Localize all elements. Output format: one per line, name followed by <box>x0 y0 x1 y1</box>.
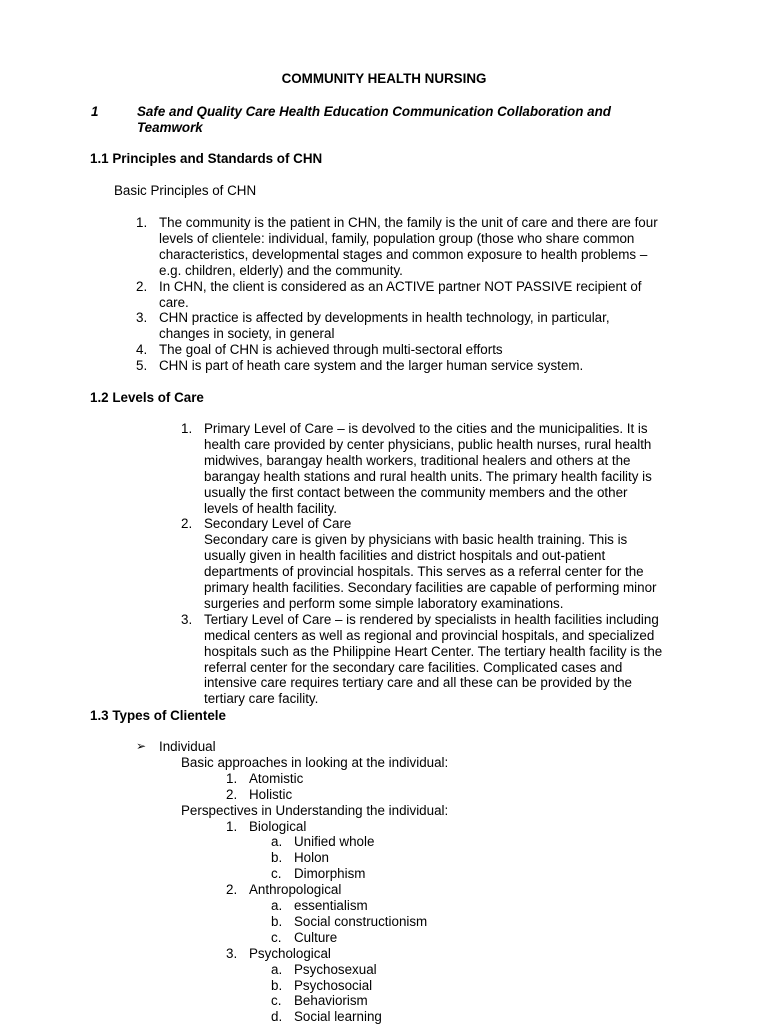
principle-number: 3. <box>136 310 148 326</box>
level-text-line: referral center for the secondary care facilities. Complicated cases and <box>204 659 623 675</box>
basic-approaches-label: Basic approaches in looking at the individual: <box>181 754 449 770</box>
principle-text-line: characteristics, developmental stages and common exposure to health problems – <box>159 246 648 262</box>
level-text-line: tertiary care facility. <box>204 691 319 707</box>
level-text-line: usually given in health facilities and district hospitals and out-patient <box>204 548 606 564</box>
approach-text: Atomistic <box>249 770 304 786</box>
principle-number: 2. <box>136 278 148 294</box>
perspective-sub-text: Unified whole <box>294 834 375 850</box>
principle-number: 4. <box>136 342 148 358</box>
level-text-line: Primary Level of Care – is devolved to the cities and the municipalities. It is <box>204 421 648 436</box>
perspective-sub-text: Culture <box>294 929 338 945</box>
level-text-line: surgeries and perform some simple laboratory examinations. <box>204 595 564 611</box>
level-number: 1. <box>181 421 193 436</box>
perspective-sub-letter: d. <box>271 1009 283 1025</box>
principle-number: 5. <box>136 358 148 374</box>
principle-number: 1. <box>136 215 148 230</box>
perspective-sub-letter: a. <box>271 898 283 913</box>
perspective-text: Psychological <box>249 945 331 961</box>
level-text-line: health care provided by center physicians, public health nurses, rural health <box>204 436 652 452</box>
level-text-line: midwives, barangay health workers, traditional healers and others at the <box>204 452 631 468</box>
principle-text-line: The goal of CHN is achieved through multi-sectoral efforts <box>159 342 503 358</box>
level-text-line: primary health facilities. Secondary facilities are capable of performing minor <box>204 580 657 595</box>
perspective-sub-letter: b. <box>271 913 283 929</box>
section-title: Safe and Quality Care Health Education Communication Collaboration and Teamwork <box>137 104 611 135</box>
perspective-sub-letter: b. <box>271 977 283 993</box>
perspective-sub-letter: b. <box>271 850 283 866</box>
principle-text-line: levels of clientele: individual, family, population group (those who share common <box>159 230 635 246</box>
principle-text-line: care. <box>159 294 189 310</box>
perspective-sub-text: Psychosexual <box>294 961 377 977</box>
perspective-sub-text: essentialism <box>294 898 368 913</box>
arrow-bullet-icon: ➢ <box>136 739 147 753</box>
approach-number: 2. <box>226 786 238 802</box>
level-text-line: Secondary Level of Care <box>204 516 352 532</box>
level-number: 3. <box>181 611 193 627</box>
level-text-line: departments of provincial hospitals. This serves as a referral center for the <box>204 564 644 580</box>
level-text-line: levels of health facility. <box>204 500 337 516</box>
document-title: COMMUNITY HEALTH NURSING <box>281 71 487 86</box>
principle-text-line: e.g. children, elderly) and the community. <box>159 262 403 278</box>
perspective-sub-text: Holon <box>294 850 329 866</box>
heading-principles: 1.1 Principles and Standards of CHN <box>90 151 323 166</box>
perspective-sub-letter: a. <box>271 834 283 850</box>
perspective-sub-letter: c. <box>271 866 282 882</box>
perspective-sub-text: Behaviorism <box>294 993 368 1009</box>
level-number: 2. <box>181 516 193 532</box>
level-text-line: barangay health stations and rural health units. The primary health facility is <box>204 468 652 484</box>
principle-text-line: The community is the patient in CHN, the family is the unit of care and there are four <box>159 215 658 230</box>
perspective-sub-text: Social constructionism <box>294 913 428 929</box>
principle-text-line: CHN is part of heath care system and the larger human service system. <box>159 358 584 374</box>
perspective-text: Biological <box>249 818 307 834</box>
principle-text-line: CHN practice is affected by developments in health technology, in particular, <box>159 310 610 326</box>
principle-text-line: changes in society, in general <box>159 326 335 342</box>
perspective-sub-text: Dimorphism <box>294 866 366 882</box>
level-text-line: usually the first contact between the community members and the other <box>204 484 628 500</box>
perspective-sub-text: Social learning <box>294 1009 382 1025</box>
principle-text-line: In CHN, the client is considered as an ACTIVE partner NOT PASSIVE recipient of <box>159 278 642 294</box>
perspectives-label: Perspectives in Understanding the individual: <box>181 802 449 818</box>
heading-levels-of-care: 1.2 Levels of Care <box>90 390 204 405</box>
perspective-text: Anthropological <box>249 882 342 898</box>
subheading-basic-principles: Basic Principles of CHN <box>114 183 257 198</box>
perspective-number: 3. <box>226 945 238 961</box>
level-text-line: hospitals such as the Philippine Heart Center. The tertiary health facility is the <box>204 643 663 659</box>
heading-types-of-clientele: 1.3 Types of Clientele <box>90 708 226 723</box>
level-text-line: medical centers as well as regional and provincial hospitals, and specialized <box>204 627 655 643</box>
section-number: 1 <box>91 104 99 119</box>
perspective-sub-letter: a. <box>271 961 283 977</box>
perspective-sub-text: Psychosocial <box>294 977 373 993</box>
level-text-line: intensive care requires tertiary care and all these can be provided by the <box>204 675 632 691</box>
perspective-number: 2. <box>226 882 238 898</box>
perspective-sub-letter: c. <box>271 993 282 1009</box>
perspective-number: 1. <box>226 818 238 834</box>
level-text-line: Secondary care is given by physicians with basic health training. This is <box>204 532 628 548</box>
perspective-sub-letter: c. <box>271 929 282 945</box>
individual-label: Individual <box>159 739 216 754</box>
level-text-line: Tertiary Level of Care – is rendered by specialists in health facilities including <box>204 611 659 627</box>
approach-text: Holistic <box>249 786 293 802</box>
approach-number: 1. <box>226 770 238 786</box>
